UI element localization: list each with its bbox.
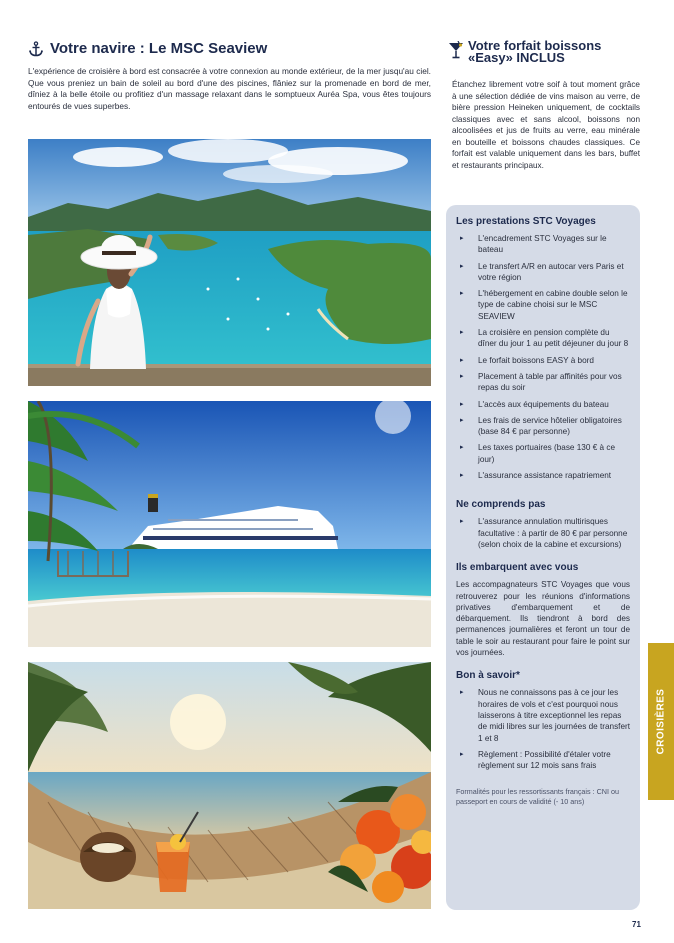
ship-intro: L'expérience de croisière à bord est consacrée à votre connexion au monde extérieur, de la mer jusqu'au ciel. Que vous preniez un bain de soleil au bord d'une des piscines, flâniez sur la promenade en bord de mer, dîniez à la belle étoile ou profitiez d'un massage relaxant dans le somptueux Auréa Spa, vous êtes toujours entourés de vues superbes. xyxy=(28,66,431,111)
not-included-title: Ne comprends pas xyxy=(456,499,546,511)
drinks-package-title xyxy=(448,40,601,64)
info-panel xyxy=(446,205,640,910)
list-item: ▸ Placement à table par affinités pour vos repas du soir xyxy=(456,371,630,394)
drinks-title-line1: Votre forfait boissons xyxy=(468,38,602,53)
not-included-list xyxy=(456,516,630,550)
drinks-title-line2: «Easy» INCLUS xyxy=(468,50,565,65)
onboard-section xyxy=(456,562,630,658)
list-item: ▸ L'assurance annulation multirisques facultative : à partir de 80 € par personne (selon choix de la cabine et excursions) xyxy=(456,516,630,550)
not-included-section xyxy=(456,499,630,550)
list-item: ▸ Les frais de service hôtelier obligatoires (base 84 € par personne) xyxy=(456,415,630,438)
left-title-text: Votre navire : Le MSC Seaview xyxy=(50,40,268,57)
prestations-section xyxy=(456,216,630,481)
bay-viewpoint-photo xyxy=(28,139,431,386)
good-to-know-list xyxy=(456,687,630,771)
hammock-cocktail-photo xyxy=(28,662,431,909)
onboard-text: Les accompagnateurs STC Voyages que vous retrouverez pour les réunions d'informations privatives d'embarquement et de débarquement. Ils tiendront à bord des permanences journalières et feront un tour de table le soir au restaurant pour faire le point sur vos journées. xyxy=(456,580,630,658)
section-side-tab xyxy=(648,643,674,800)
anchor-icon xyxy=(28,41,44,57)
drinks-description: Étanchez librement votre soif à tout moment grâce à une sélection dédiée de vins maison au verre, de bière pression Heineken uniquement, de cocktails classiques avec et sans alcool, boissons non alcoolisées et jus de fruits au verre, eau minérale en bouteille et boissons chaudes classiques. Ce forfait est valable uniquement dans les bars, buffet et restaurants principaux. xyxy=(452,80,640,170)
list-item: ▸ Nous ne connaissons pas à ce jour les horaires de vols et c'est pourquoi nous laisserons à titre exceptionnel les repas de midi libres sur les journées de transfert 1 et 8 xyxy=(456,687,630,743)
list-item: ▸ La croisière en pension complète du dîner du jour 1 au petit déjeuner du jour 8 xyxy=(456,327,630,350)
cocktail-glass-icon xyxy=(448,41,464,59)
prestations-title: Les prestations STC Voyages xyxy=(456,216,596,227)
side-tab-label: CROISIÈRES xyxy=(655,688,667,755)
list-item: ▸ L'assurance assistance rapatriement xyxy=(456,470,630,481)
prestations-list xyxy=(456,233,630,481)
list-item: ▸ L'encadrement STC Voyages sur le bateau xyxy=(456,233,630,256)
list-item: ▸ L'hébergement en cabine double selon le type de cabine choisi sur le MSC SEAVIEW xyxy=(456,288,630,322)
list-item: ▸ Les taxes portuaires (base 130 € à ce jour) xyxy=(456,442,630,465)
list-item: ▸ Règlement : Possibilité d'étaler votre règlement sur 12 mois sans frais xyxy=(456,749,630,772)
list-item: ▸ Le forfait boissons EASY à bord xyxy=(456,355,630,366)
cruise-ship-photo xyxy=(28,401,431,647)
list-item: ▸ L'accès aux équipements du bateau xyxy=(456,399,630,410)
onboard-title: Ils embarquent avec vous xyxy=(456,562,579,574)
good-to-know-section xyxy=(456,670,630,807)
good-to-know-title: Bon à savoir* xyxy=(456,670,520,682)
formalities-note: Formalités pour les ressortissants français : CNI ou passeport en cours de validité (- 10 ans) xyxy=(456,787,619,807)
page-number: 71 xyxy=(632,920,641,929)
list-item: ▸ Le transfert A/R en autocar vers Paris et votre région xyxy=(456,261,630,284)
left-title xyxy=(28,40,267,57)
